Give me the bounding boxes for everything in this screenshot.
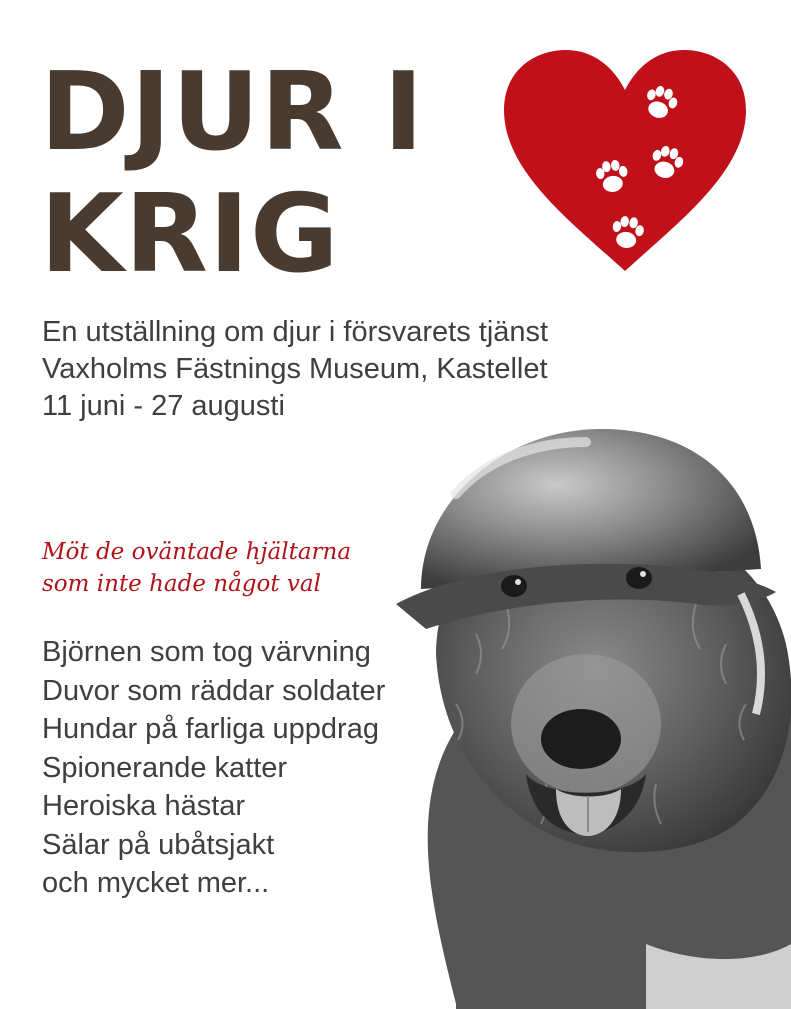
- dog-helmet-photo: [396, 404, 791, 1009]
- exhibition-venue: Vaxholms Fästnings Museum, Kastellet: [42, 353, 548, 385]
- title-line-1: DJUR I: [40, 50, 425, 175]
- exhibition-dates: 11 juni - 27 augusti: [42, 390, 285, 422]
- tagline-line-2: som inte hade något val: [42, 571, 321, 597]
- list-item: Hundar på farliga uppdrag: [42, 713, 379, 745]
- poster-title: [40, 52, 424, 296]
- list-item: Sälar på ubåtsjakt: [42, 828, 275, 861]
- list-item: Duvor som räddar soldater: [42, 674, 386, 707]
- list-item: Heroiska hästar: [42, 790, 246, 822]
- highlights-list: [42, 633, 385, 903]
- tagline-line-1: Möt de oväntade hjältarna: [42, 539, 352, 565]
- exhibition-description: En utställning om djur i försvarets tjänst: [42, 316, 549, 348]
- list-item: Björnen som tog värvning: [42, 636, 371, 668]
- tagline: [42, 536, 351, 600]
- list-item: Spionerande katter: [42, 751, 288, 784]
- title-line-2: KRIG: [40, 172, 340, 297]
- list-item: och mycket mer...: [42, 867, 270, 899]
- heart-icon: [500, 46, 750, 274]
